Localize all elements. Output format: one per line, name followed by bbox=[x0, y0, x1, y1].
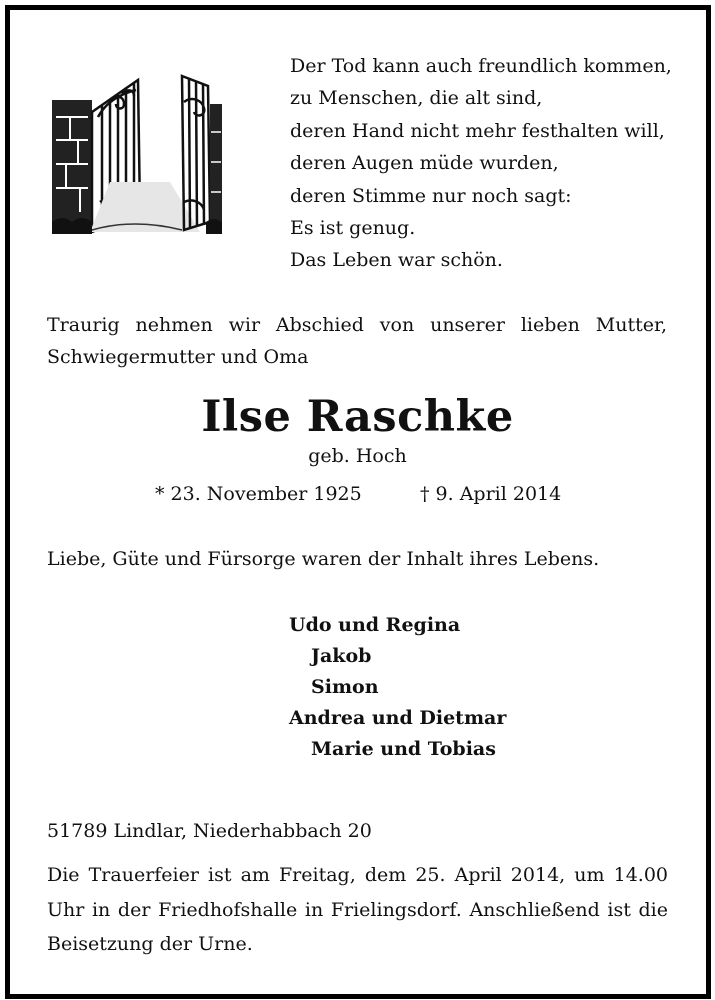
address: 51789 Lindlar, Niederhabbach 20 bbox=[47, 820, 372, 842]
mourner-child: Jakob bbox=[311, 645, 372, 667]
poem-line: zu Menschen, die alt sind, bbox=[290, 87, 543, 110]
poem-line: Der Tod kann auch freundlich kommen, bbox=[290, 55, 672, 77]
birth-date: * 23. November 1925 bbox=[155, 483, 362, 505]
motto: Liebe, Güte und Fürsorge waren der Inhalt ihres Lebens. bbox=[47, 548, 600, 570]
poem-line: deren Hand nicht mehr festhalten will, bbox=[290, 119, 665, 142]
open-gate-illustration bbox=[50, 72, 222, 234]
intro-text bbox=[47, 309, 667, 373]
mourners-list bbox=[289, 610, 506, 765]
poem bbox=[290, 50, 672, 277]
mourner-child: Simon bbox=[311, 676, 379, 698]
poem-line: Es ist genug. bbox=[290, 217, 416, 240]
death-date: † 9. April 2014 bbox=[420, 483, 562, 505]
mourner-child: Marie und Tobias bbox=[311, 738, 496, 760]
deceased-name: Ilse Raschke bbox=[201, 392, 514, 442]
poem-line: Das Leben war schön. bbox=[290, 249, 503, 272]
birth-name: geb. Hoch bbox=[308, 445, 407, 467]
service-info: Die Trauerfeier ist am Freitag, dem 25. April 2014, um 14.00 Uhr in der Friedhofshalle in Frielingsdorf. Anschließend ist die Beisetzung der Urne. bbox=[47, 864, 668, 955]
poem-line: deren Augen müde wurden, bbox=[290, 152, 559, 175]
poem-line: deren Stimme nur noch sagt: bbox=[290, 184, 572, 207]
intro-line-2: Schwiegermutter und Oma bbox=[47, 346, 309, 368]
intro-line-1: Traurig nehmen wir Abschied von unserer lieben Mutter, bbox=[47, 314, 667, 336]
mourner-family: Udo und Regina bbox=[289, 614, 461, 636]
mourner-family: Andrea und Dietmar bbox=[289, 707, 507, 729]
